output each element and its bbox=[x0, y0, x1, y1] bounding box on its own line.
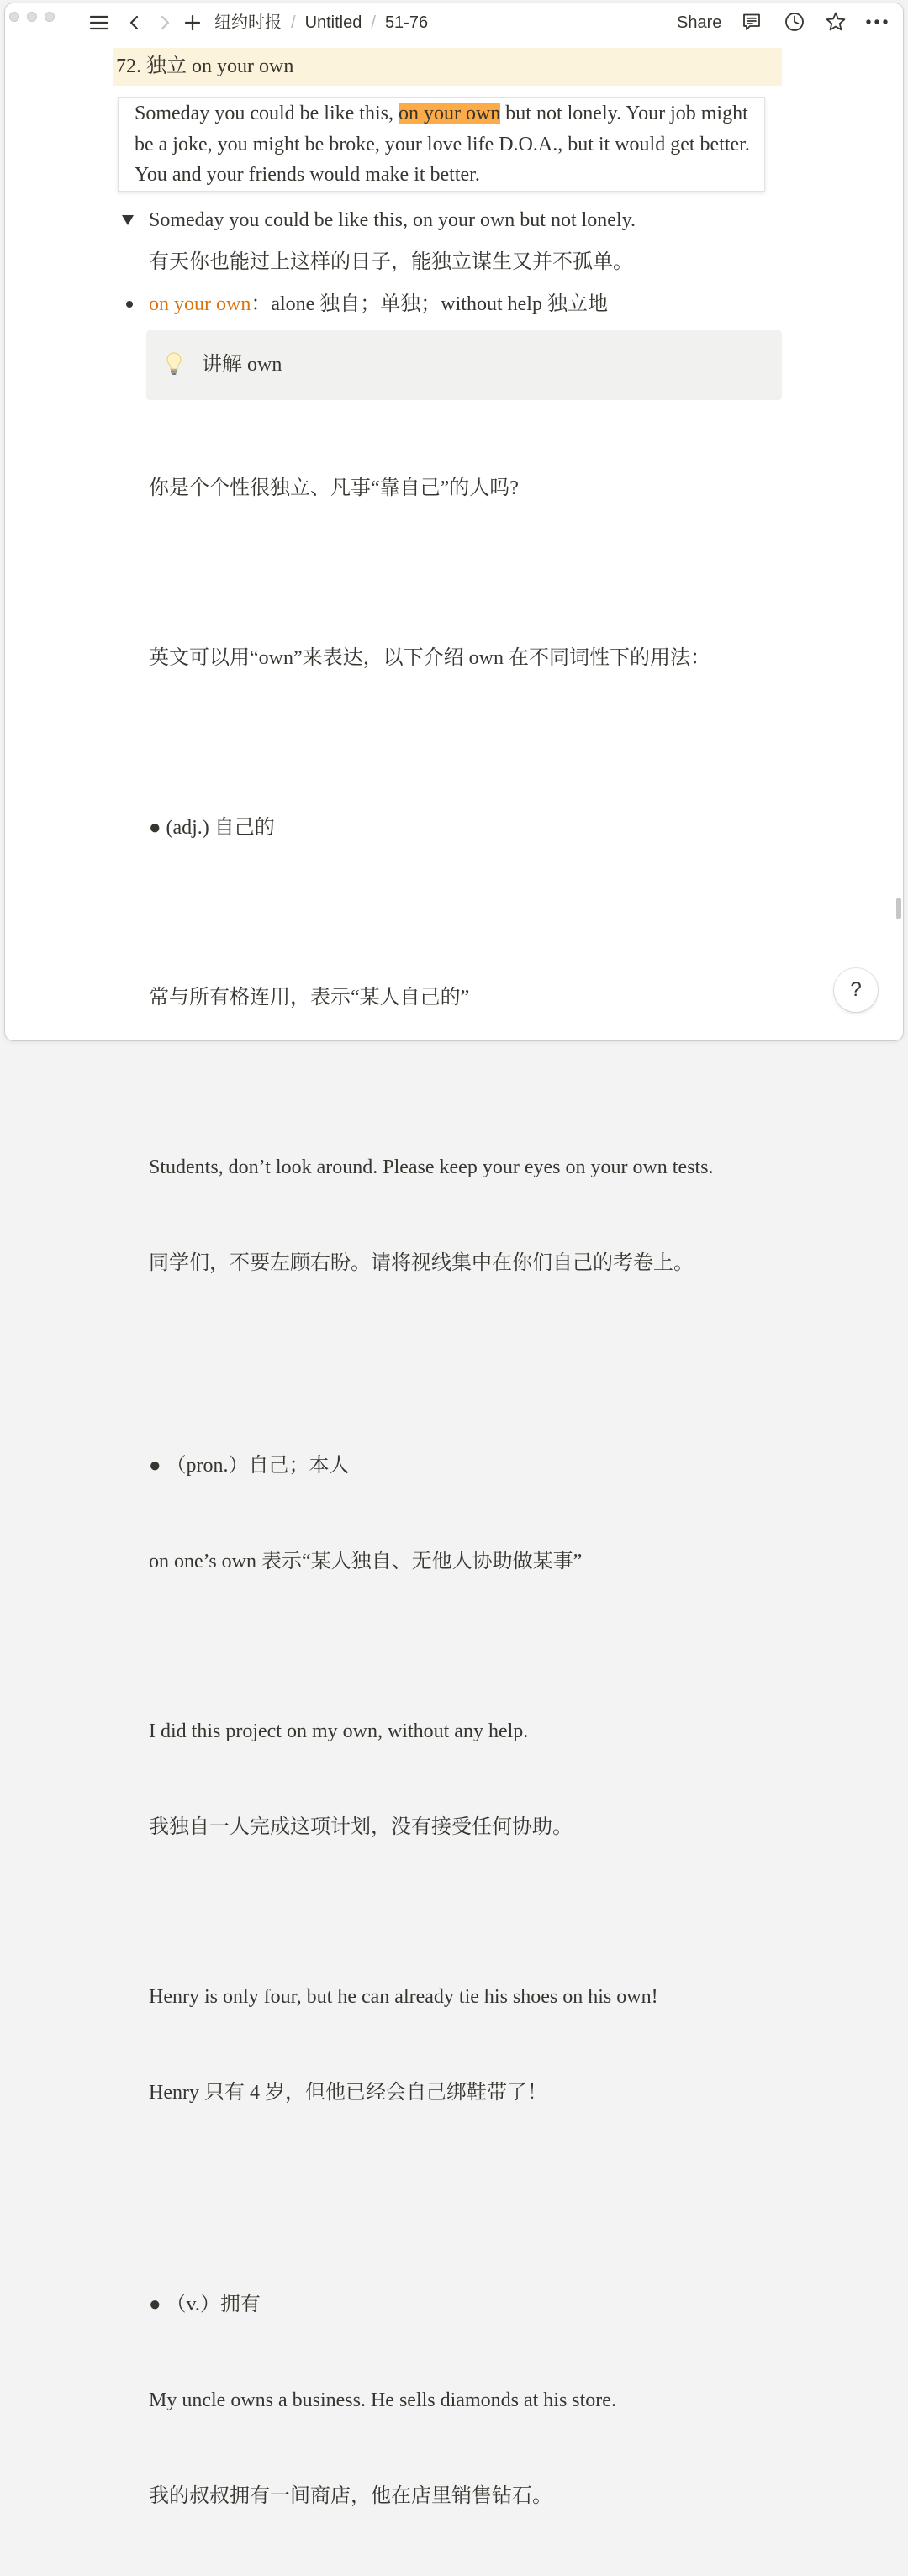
quote-highlight: on your own bbox=[398, 103, 501, 124]
page-content bbox=[113, 48, 782, 2576]
comment-icon[interactable] bbox=[742, 12, 762, 32]
text-block bbox=[113, 1088, 782, 1343]
quote-text: Someday you could be like this, bbox=[135, 103, 399, 124]
topbar bbox=[5, 3, 903, 42]
text-block bbox=[113, 1386, 782, 1641]
bullet-term: on your own bbox=[149, 292, 251, 315]
breadcrumb-item[interactable]: Untitled bbox=[304, 13, 362, 32]
triangle-down-icon[interactable] bbox=[122, 215, 134, 225]
breadcrumb bbox=[214, 11, 428, 34]
paragraph-line: 你是个个性很独立、凡事“靠自己”的人吗? bbox=[149, 477, 519, 499]
breadcrumb-item[interactable]: 纽约时报 bbox=[214, 13, 282, 32]
star-icon[interactable] bbox=[826, 12, 846, 32]
paragraph-line: Students, don’t look around. Please keep your eyes on your own tests. bbox=[149, 1156, 714, 1178]
quote-text: but not lonely. Your job might be a joke, you might be broke, your love life D.O.A., but it would get better. You and your friends would make it better. bbox=[135, 103, 750, 186]
hamburger-icon[interactable] bbox=[89, 14, 109, 31]
chevron-left-icon[interactable] bbox=[128, 14, 141, 31]
quote-block bbox=[118, 97, 765, 192]
app-window bbox=[5, 3, 903, 2507]
paragraph-line: 我独自一人完成这项计划，没有接受任何协助。 bbox=[149, 1815, 573, 1838]
paragraph-line: ● （pron.）自己；本人 bbox=[149, 1454, 350, 1477]
text-block bbox=[113, 748, 782, 908]
paragraph-line: 英文可以用“own”来表达，以下介绍 own 在不同词性下的用法： bbox=[149, 646, 710, 669]
breadcrumb-separator: / bbox=[291, 13, 296, 32]
breadcrumb-item[interactable]: 51-76 bbox=[384, 13, 429, 32]
paragraph-line: My uncle owns a business. He sells diamonds at his store. bbox=[149, 2389, 616, 2411]
more-horizontal-icon[interactable] bbox=[865, 18, 889, 25]
paragraph-line: I did this project on my own, without any help. bbox=[149, 1720, 529, 1742]
help-button[interactable] bbox=[834, 968, 878, 1012]
toggle-child-text: 有天你也能过上这样的日子，能独立谋生又并不孤单。 bbox=[149, 250, 633, 273]
text-block bbox=[113, 918, 782, 1077]
breadcrumb-separator: / bbox=[371, 13, 376, 32]
bullet-item bbox=[113, 288, 782, 320]
page-heading: 72. 独立 on your own bbox=[113, 48, 782, 86]
text-block bbox=[113, 2225, 782, 2576]
toggle-title: Someday you could be like this, on your own but not lonely. bbox=[149, 208, 636, 231]
paragraph-line: on one’s own 表示“某人独自、无他人协助做某事” bbox=[149, 1550, 583, 1572]
window-close-button[interactable] bbox=[9, 12, 19, 22]
text-block bbox=[113, 408, 782, 568]
text-block bbox=[113, 578, 782, 738]
lightbulb-icon bbox=[166, 351, 182, 377]
paragraph-line: 常与所有格连用，表示“某人自己的” bbox=[149, 986, 470, 1009]
paragraph-line: ● （v.）拥有 bbox=[149, 2293, 261, 2315]
window-zoom-button[interactable] bbox=[45, 12, 55, 22]
help-label: ? bbox=[850, 978, 862, 1001]
bullet-dot bbox=[126, 301, 133, 308]
text-block bbox=[113, 1651, 782, 1907]
paragraph-line: 我的叔叔拥有一间商店，他在店里销售钻石。 bbox=[149, 2484, 552, 2507]
callout-block bbox=[146, 330, 782, 400]
paragraph-line: Henry is only four, but he can already tie his shoes on his own! bbox=[149, 1985, 658, 2008]
clock-icon[interactable] bbox=[784, 12, 805, 32]
bullet-definition: ：alone 独自；单独；without help 独立地 bbox=[251, 292, 608, 315]
paragraph-line: 同学们，不要左顾右盼。请将视线集中在你们自己的考卷上。 bbox=[149, 1251, 694, 1274]
chevron-right-icon[interactable] bbox=[158, 14, 172, 31]
plus-icon[interactable] bbox=[184, 14, 201, 31]
scrollbar-thumb[interactable] bbox=[896, 898, 901, 919]
paragraph-line: ● (adj.) 自己的 bbox=[149, 816, 275, 839]
callout-text: 讲解 own bbox=[202, 353, 282, 376]
text-block bbox=[113, 1917, 782, 2173]
share-button[interactable]: Share bbox=[677, 13, 722, 32]
window-minimize-button[interactable] bbox=[27, 12, 37, 22]
toggle-block bbox=[113, 204, 782, 236]
paragraph-line: Henry 只有 4 岁，但他已经会自己绑鞋带了！ bbox=[149, 2081, 547, 2104]
